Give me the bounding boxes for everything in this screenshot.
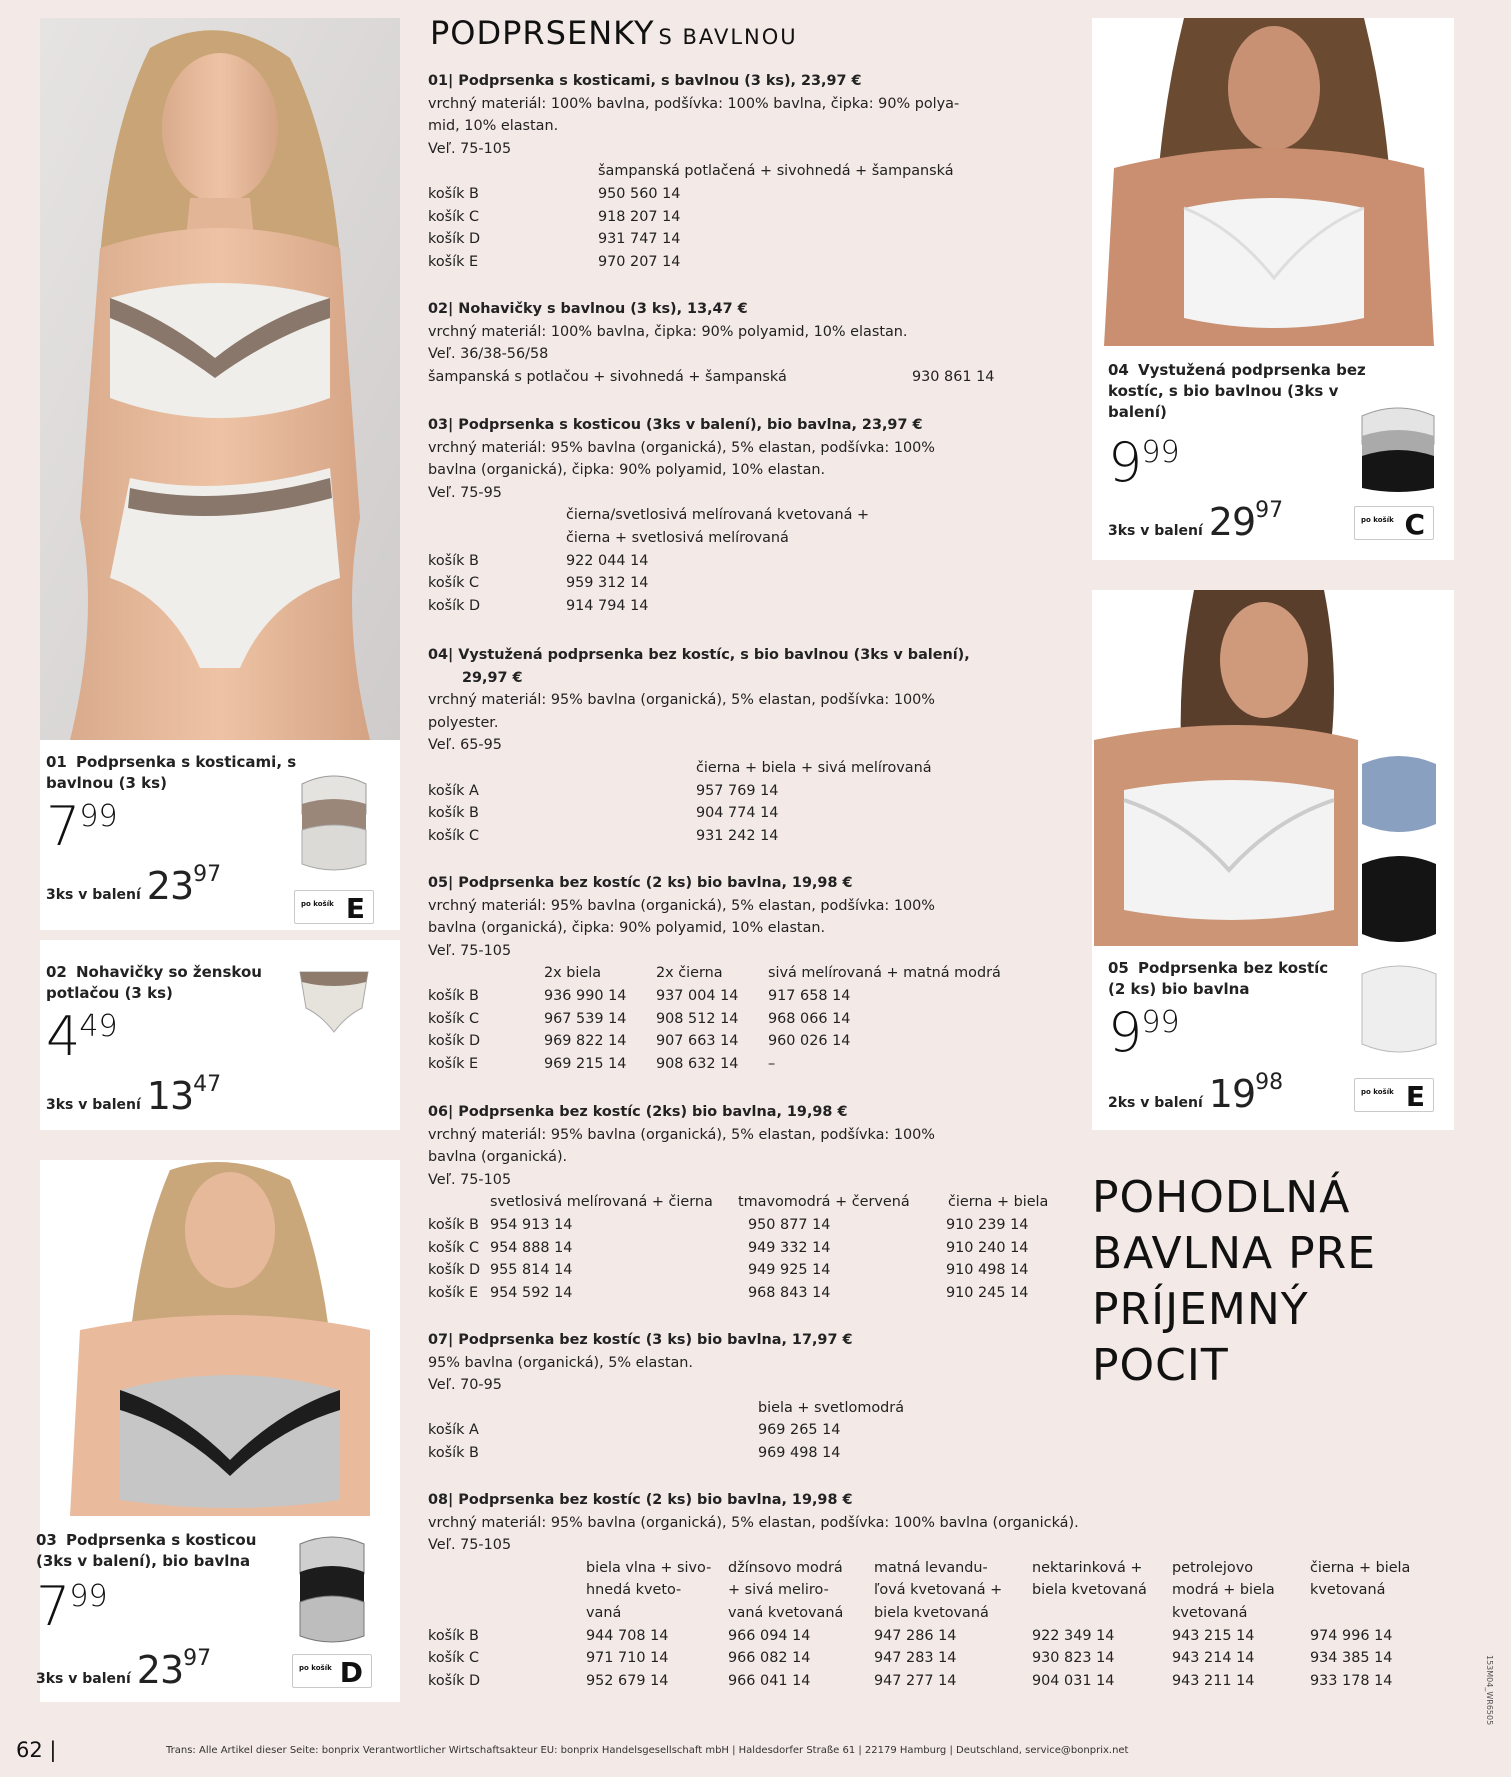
vertical-code: 153M04_WR6505 <box>1485 1655 1494 1726</box>
table-row: košík D 955 814 14 949 925 14 910 498 14 <box>428 1262 1029 1279</box>
card-03-number: 03 <box>36 1531 57 1549</box>
table-row: košík A 969 265 14 <box>428 1422 841 1439</box>
column-header: čierna + svetlosivá melírovaná <box>566 529 789 546</box>
card-03-thumbnail <box>294 1528 370 1648</box>
card-02-thumbnail <box>296 962 372 1042</box>
product-section-02: 02| Nohavičky s bavlnou (3 ks), 13,47 € vrchný materiál: 100% bavlna, čipka: 90% polyamid, 10% elastan. Veľ. 36/38-56/58 šampanská s potlačou + sivohnedá + šampanská 930 861 14 <box>428 298 908 388</box>
product-section-04: 04| Vystužená podprsenka bez kostíc, s bio bavlnou (3ks v balení), 29,97 € vrchný materiál: 95% bavlna (organická), 5% elastan, podšívka: 100% polyester. Veľ. 65-95 čierna + biela + sivá melírovaná košík A 957 769 14 košík B 904 774 14 košík C 931 242 14 <box>428 644 970 847</box>
table-row: košík C 918 207 14 <box>428 208 681 225</box>
card-03-name: Podprsenka s kosticou (3ks v balení), bio bavlna <box>36 1531 257 1570</box>
card-02-price: 449 <box>46 1005 118 1068</box>
table-row: košík B 936 990 14 937 004 14 917 658 14 <box>428 987 851 1004</box>
card-03-caption <box>36 1530 296 1572</box>
table-row: košík E 969 215 14 908 632 14 – <box>428 1055 776 1072</box>
card-02-number: 02 <box>46 963 67 981</box>
column-header: biela + svetlomodrá <box>758 1399 905 1416</box>
card-01-caption <box>46 752 306 794</box>
table-row: košík B 954 913 14 950 877 14 910 239 14 <box>428 1216 1029 1233</box>
column-header: tmavomodrá + červená <box>738 1194 910 1211</box>
table-row: košík B 944 708 14 966 094 14 947 286 14 922 349 14 943 215 14 974 996 14 <box>428 1627 1393 1644</box>
product-section-03: 03| Podprsenka s kosticou (3ks v balení), bio bavlna, 23,97 € vrchný materiál: 95% bavlna (organická), 5% elastan, podšívka: 100% bavlna (organická), čipka: 90% polyamid, 10% elastan. Veľ. 75-95 čierna/svetlosivá melírovaná kvetovaná + čierna + svetlosivá melírovaná košík B 922 044 14 košík C 959 312 14 košík D 914 794 14 <box>428 414 935 617</box>
card-02-caption <box>46 962 286 1004</box>
table-row: šampanská s potlačou + sivohnedá + šampanská 930 861 14 <box>428 368 995 385</box>
model-photo-01 <box>40 18 400 740</box>
product-section-01: 01| Podprsenka s kosticami, s bavlnou (3 ks), 23,97 € vrchný materiál: 100% bavlna, podšívka: 100% bavlna, čipka: 90% polya- mid, 10% elastan. Veľ. 75-105 šampanská potlačená + sivohnedá + šampanská košík B 950 560 14 košík C 918 207 14 košík D 931 747 14 košík E 970 207 14 <box>428 70 959 273</box>
column-header: šampanská potlačená + sivohnedá + šampanská <box>598 163 954 180</box>
product-section-07: 07| Podprsenka bez kostíc (3 ks) bio bavlna, 17,97 € 95% bavlna (organická), 5% elastan. Veľ. 70-95 biela + svetlomodrá košík A 969 265 14 košík B 969 498 14 <box>428 1329 852 1465</box>
card-05-name: Podprsenka bez kostíc (2 ks) bio bavlna <box>1108 959 1329 998</box>
column-header: 2x čierna <box>656 965 723 982</box>
table-row: košík C 971 710 14 966 082 14 947 283 14 930 823 14 943 214 14 934 385 14 <box>428 1650 1393 1667</box>
table-row: košík B 950 560 14 <box>428 185 681 202</box>
model-photo-05 <box>1094 590 1358 946</box>
card-04-name: Vystužená podprsenka bez kostíc, s bio bavlnou (3ks v balení) <box>1108 361 1366 421</box>
headline: POHODLNÁ BAVLNA PRE PRÍJEMNÝ POCIT <box>1092 1172 1376 1391</box>
column-header: čierna + biela + sivá melírovaná <box>696 759 932 776</box>
table-row: košík C 967 539 14 908 512 14 968 066 14 <box>428 1010 851 1027</box>
card-04-thumbnail <box>1356 396 1440 496</box>
card-02-name: Nohavičky so ženskou potlačou (3 ks) <box>46 963 262 1002</box>
model-photo-03 <box>40 1160 400 1516</box>
card-01-pack-price: 3ks v balení 2397 <box>46 862 222 908</box>
card-02-pack-price: 3ks v balení 1347 <box>46 1072 222 1118</box>
card-03-price: 799 <box>36 1575 108 1638</box>
table-row: košík B 904 774 14 <box>428 805 779 822</box>
card-04-caption <box>1108 360 1378 423</box>
page-title: PODPRSENKY S BAVLNOU <box>430 14 798 52</box>
table-row: košík D 969 822 14 907 663 14 960 026 14 <box>428 1033 851 1050</box>
table-row: košík E 970 207 14 <box>428 253 681 270</box>
table-row: košík E 954 592 14 968 843 14 910 245 14 <box>428 1284 1029 1301</box>
product-section-06: 06| Podprsenka bez kostíc (2ks) bio bavlna, 19,98 € vrchný materiál: 95% bavlna (organická), 5% elastan, podšívka: 100% bavlna (organická). Veľ. 75-105 svetlosivá melírovaná + čierna tmavomodrá + červená čierna + biela košík B 954 913 14 950 877 14 910 239 14 košík C 954 888 14 949 332 14 910 240 14 košík D 955 814 14 949 925 14 910 498 14 košík E 954 592 14 968 843 14 910 245 14 <box>428 1101 935 1304</box>
card-05-cup-badge: po košík E <box>1354 1078 1434 1112</box>
card-03-pack-price: 3ks v balení 2397 <box>36 1646 212 1692</box>
card-01-name: Podprsenka s kosticami, s bavlnou (3 ks) <box>46 753 297 792</box>
table-row: košík B 922 044 14 <box>428 552 649 569</box>
table-row: košík D 914 794 14 <box>428 597 649 614</box>
page-number: 62 | <box>16 1738 57 1762</box>
column-header: sivá melírovaná + matná modrá <box>768 965 1001 982</box>
card-05-price: 999 <box>1108 1001 1180 1064</box>
table-row: košík C 959 312 14 <box>428 575 649 592</box>
card-05-caption <box>1108 958 1348 1000</box>
column-header: 2x biela <box>544 965 602 982</box>
card-04-pack-price: 3ks v balení 2997 <box>1108 498 1284 544</box>
card-03-cup-badge: po košík D <box>292 1654 372 1688</box>
table-row: košík B 969 498 14 <box>428 1444 841 1461</box>
table-row: košík A 957 769 14 <box>428 782 779 799</box>
product-section-05: 05| Podprsenka bez kostíc (2 ks) bio bavlna, 19,98 € vrchný materiál: 95% bavlna (organická), 5% elastan, podšívka: 100% bavlna (organická), čipka: 90% polyamid, 10% elastan. Veľ. 75-105 2x biela 2x čierna sivá melírovaná + matná modrá košík B 936 990 14 937 004 14 917 658 14 košík C 967 539 14 908 512 14 968 066 14 košík D 969 822 14 907 663 14 960 026 14 košík E 969 215 14 908 632 14 – <box>428 872 935 1075</box>
model-photo-04 <box>1094 18 1448 346</box>
table-row: košík D 952 679 14 966 041 14 947 277 14 904 031 14 943 211 14 933 178 14 <box>428 1672 1393 1689</box>
column-header: čierna/svetlosivá melírovaná kvetovaná + <box>566 507 870 524</box>
card-04-number: 04 <box>1108 361 1129 379</box>
table-row: košík C 954 888 14 949 332 14 910 240 14 <box>428 1239 1029 1256</box>
card-05-pack-price: 2ks v balení 1998 <box>1108 1070 1284 1116</box>
table-row: košík D 931 747 14 <box>428 231 681 248</box>
card-01-number: 01 <box>46 753 67 771</box>
card-01-price: 799 <box>46 795 118 858</box>
product-section-08: 08| Podprsenka bez kostíc (2 ks) bio bavlna, 19,98 € vrchný materiál: 95% bavlna (organická), 5% elastan, podšívka: 100% bavlna (organická). Veľ. 75-105 biela vlna + sivo- džínsovo modrá matná levandu- nektarinková + petrolejovo čierna + biela hnedá kveto- + sivá meliro- ľová kvetovaná + biela kvetovaná modrá + biela kvetovaná vaná vaná kvetovaná biela kvetovaná kvetovaná košík B 944 708 14 966 094 14 947 286 14 922 349 14 943 215 14 974 996 14 košík C 971 710 14 966 082 14 947 283 14 930 823 14 943 214 14 934 385 14 košík D 952 679 14 966 041 14 947 277 14 904 031 14 943 211 14 933 178 14 <box>428 1489 1079 1692</box>
column-header: svetlosivá melírovaná + čierna <box>490 1194 713 1211</box>
card-04-price: 999 <box>1108 431 1180 494</box>
column-header: čierna + biela <box>948 1194 1049 1211</box>
card-01-cup-badge: po košík E <box>294 890 374 924</box>
card-01-thumbnail <box>296 764 372 876</box>
table-row: košík C 931 242 14 <box>428 827 779 844</box>
card-04-cup-badge: po košík C <box>1354 506 1434 540</box>
card-05-number: 05 <box>1108 959 1129 977</box>
footer-legal-text: Trans: Alle Artikel dieser Seite: bonprix Verantwortlicher Wirtschaftsakteur EU: bonprix Handelsgesellschaft mbH | Haldesdorfer Straße 61 | 22179 Hamburg | Deutschland, service@bonprix.net <box>166 1745 1129 1756</box>
card-05-thumbnail <box>1358 744 1440 1064</box>
